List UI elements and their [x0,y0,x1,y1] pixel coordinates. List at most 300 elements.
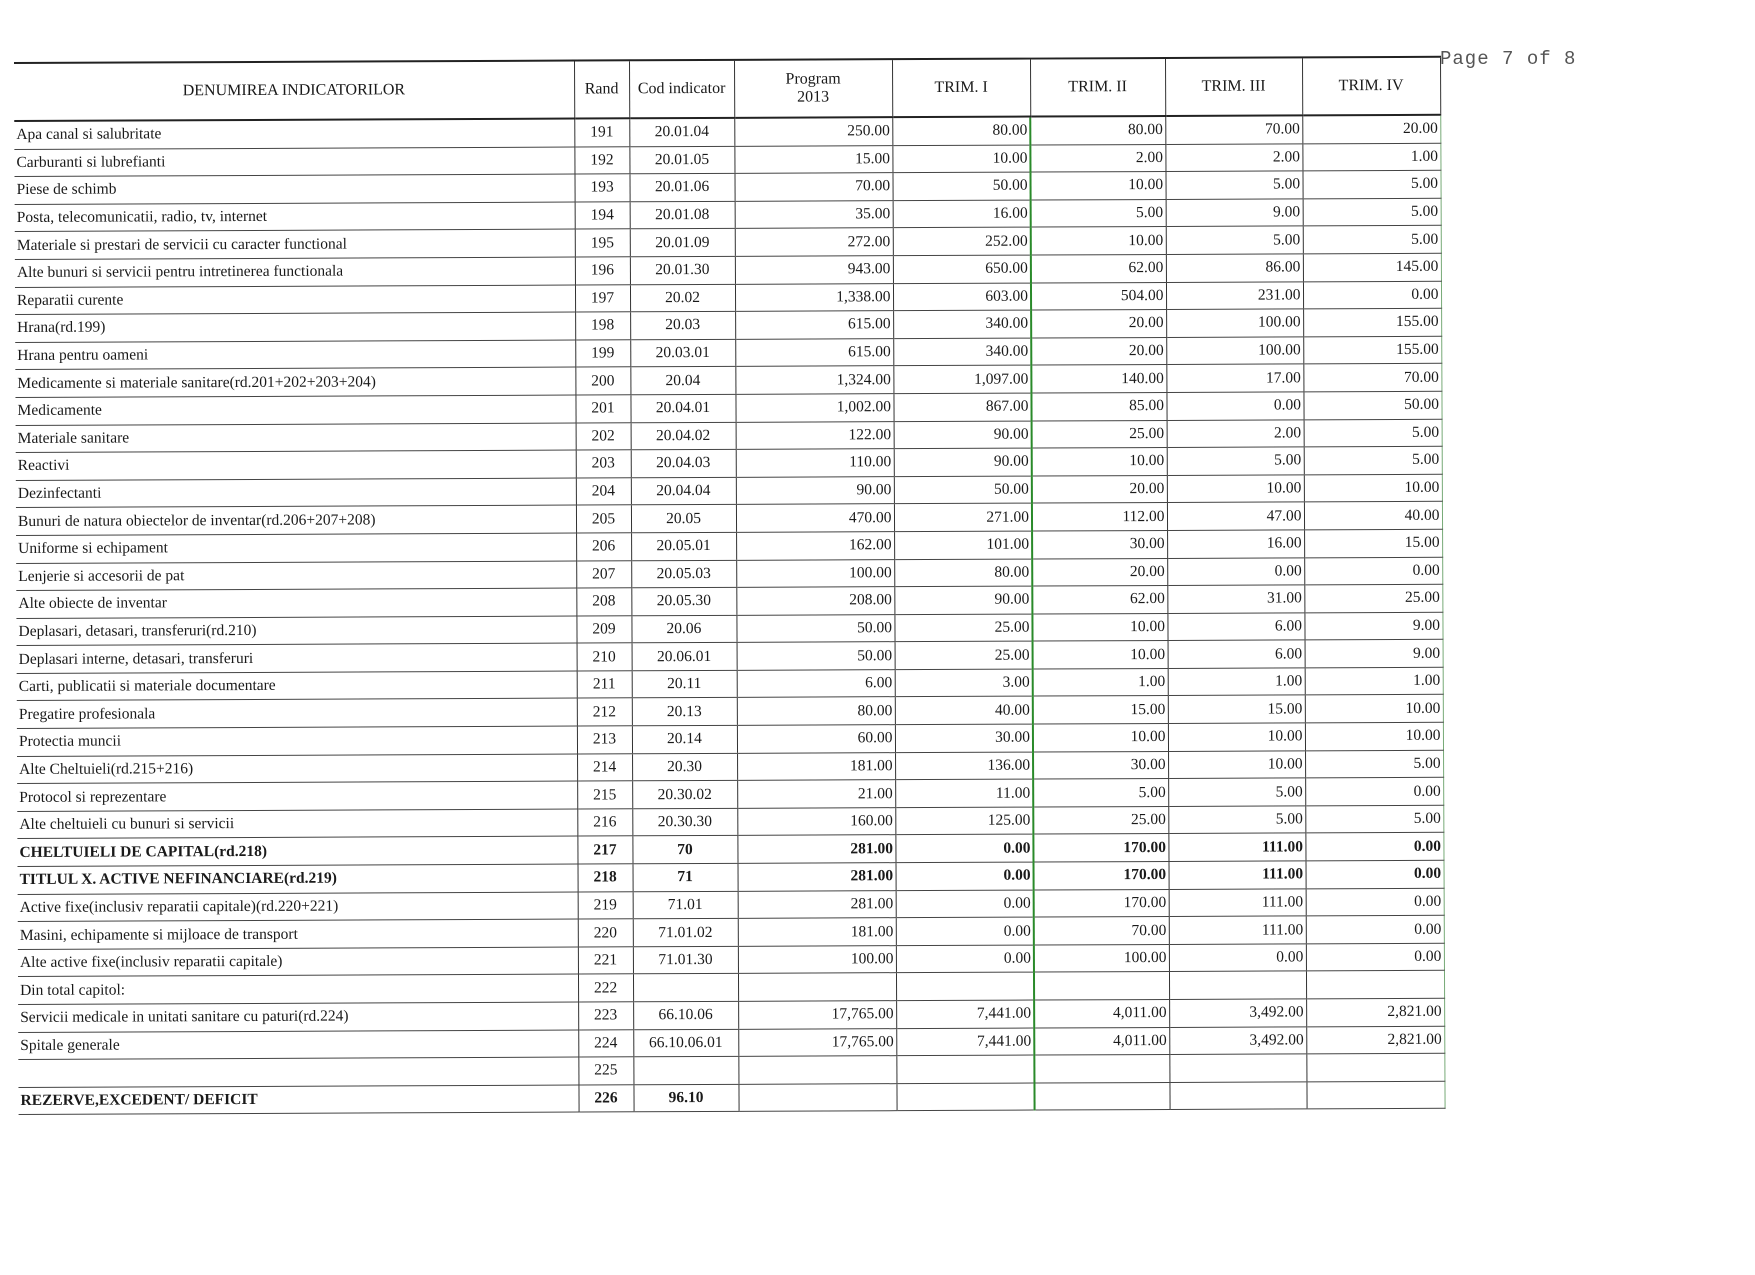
cell-trim3: 111.00 [1168,833,1305,861]
cell-trim1: 80.00 [892,117,1030,146]
row-spacer [1440,114,1614,143]
cell-cod-indicator [633,1057,738,1085]
cell-trim4: 20.00 [1302,115,1440,144]
cell-trim3: 111.00 [1169,888,1306,916]
row-spacer [1441,363,1615,391]
row-spacer [1443,694,1617,722]
cell-trim1: 90.00 [894,421,1032,449]
cell-cod-indicator: 20.30 [632,753,737,781]
header-program-line1: Program [785,70,841,88]
cell-cod-indicator: 71 [633,863,738,891]
cell-trim4: 2,821.00 [1306,998,1444,1026]
cell-trim4: 5.00 [1305,805,1443,833]
cell-cod-indicator: 96.10 [633,1084,738,1112]
cell-trim1: 11.00 [895,779,1033,807]
cell-program-2013: 122.00 [736,421,894,449]
cell-indicator-name: Dezinfectanti [16,478,576,508]
cell-trim4: 5.00 [1303,198,1441,226]
cell-indicator-name: Hrana(rd.199) [15,312,575,342]
cell-trim1: 603.00 [893,283,1031,311]
row-spacer [1443,722,1617,750]
cell-trim1: 80.00 [894,559,1032,587]
cell-indicator-name: Reparatii curente [15,285,575,315]
row-spacer [1444,942,1618,970]
page-number-label: Page 7 of 8 [1440,48,1577,70]
cell-trim4: 0.00 [1305,778,1443,806]
header-name: DENUMIREA INDICATORILOR [14,61,574,121]
cell-trim2: 10.00 [1031,227,1166,255]
cell-program-2013: 17,765.00 [738,1001,896,1029]
cell-program-2013: 35.00 [735,200,893,228]
cell-program-2013: 160.00 [737,808,895,836]
cell-program-2013: 80.00 [737,697,895,725]
cell-trim3: 31.00 [1167,585,1304,613]
cell-trim4: 1.00 [1305,667,1443,695]
row-spacer [1441,308,1615,336]
cell-indicator-name: Piese de schimb [15,174,575,204]
cell-trim2: 140.00 [1031,365,1166,393]
cell-program-2013: 21.00 [737,780,895,808]
cell-trim1: 30.00 [895,724,1033,752]
row-spacer [1440,142,1614,170]
cell-trim4: 155.00 [1303,308,1441,336]
cell-cod-indicator: 20.05.30 [631,587,736,615]
cell-cod-indicator: 20.03 [630,312,735,340]
cell-trim3 [1169,971,1306,999]
cell-rand: 205 [576,505,631,533]
cell-trim1: 340.00 [893,338,1031,366]
cell-trim2: 10.00 [1032,448,1167,476]
cell-program-2013: 281.00 [737,835,895,863]
cell-cod-indicator: 71.01.02 [633,919,738,947]
cell-program-2013: 208.00 [736,587,894,615]
cell-program-2013: 1,338.00 [735,283,893,311]
cell-indicator-name: Pregatire profesionala [17,699,577,729]
cell-trim3: 3,492.00 [1169,999,1306,1027]
cell-trim4: 0.00 [1305,833,1443,861]
cell-program-2013: 1,324.00 [735,366,893,394]
cell-trim3: 5.00 [1166,226,1303,254]
row-spacer [1443,860,1617,888]
header-cod: Cod indicator [629,60,734,118]
cell-trim2: 100.00 [1034,944,1169,972]
cell-trim4 [1306,971,1444,999]
cell-trim3: 2.00 [1167,419,1304,447]
cell-rand: 201 [575,395,630,423]
cell-trim4: 0.00 [1304,557,1442,585]
row-spacer [1441,225,1615,253]
cell-cod-indicator: 71.01 [633,891,738,919]
cell-program-2013: 100.00 [736,559,894,587]
cell-indicator-name: Carti, publicatii si materiale documentare [17,671,577,701]
cell-trim2: 20.00 [1031,310,1166,338]
cell-rand: 220 [578,919,633,947]
cell-trim3: 6.00 [1167,613,1304,641]
row-spacer [1441,252,1615,280]
cell-rand: 199 [575,340,630,368]
cell-trim3: 17.00 [1166,364,1303,392]
cell-trim4: 10.00 [1305,722,1443,750]
table-row [18,1080,1618,1115]
cell-indicator-name: CHELTUIELI DE CAPITAL(rd.218) [17,836,577,866]
cell-cod-indicator: 66.10.06 [633,1001,738,1029]
row-spacer [1444,998,1618,1026]
cell-rand: 198 [575,312,630,340]
cell-rand: 202 [576,422,631,450]
cell-indicator-name: Bunuri de natura obiectelor de inventar(rd.206+207+208) [16,505,576,535]
row-spacer [1444,1053,1618,1081]
cell-trim1: 25.00 [895,641,1033,669]
cell-program-2013: 90.00 [736,476,894,504]
budget-table [14,55,1619,1115]
cell-rand: 226 [578,1085,633,1113]
cell-cod-indicator: 20.03.01 [630,339,735,367]
cell-rand: 207 [576,560,631,588]
cell-trim1 [896,1083,1034,1111]
cell-trim3: 70.00 [1165,115,1302,144]
cell-indicator-name: Masini, echipamente si mijloace de transport [18,919,578,949]
cell-program-2013: 943.00 [735,256,893,284]
cell-trim2: 5.00 [1033,779,1168,807]
cell-trim4: 70.00 [1303,364,1441,392]
cell-rand: 221 [578,947,633,975]
cell-rand: 212 [577,698,632,726]
cell-indicator-name: Alte Cheltuieli(rd.215+216) [17,754,577,784]
cell-rand: 206 [576,533,631,561]
cell-cod-indicator: 20.04.04 [631,477,736,505]
cell-trim4 [1306,1053,1444,1081]
cell-cod-indicator [633,974,738,1002]
cell-trim2: 112.00 [1032,503,1167,531]
cell-indicator-name: Spitale generale [18,1030,578,1060]
cell-indicator-name: Alte active fixe(inclusiv reparatii capitale) [18,947,578,977]
cell-indicator-name: Medicamente si materiale sanitare(rd.201+202+203+204) [15,367,575,397]
cell-indicator-name [18,1057,578,1087]
cell-cod-indicator: 20.04.02 [631,422,736,450]
cell-trim2: 80.00 [1030,116,1165,145]
cell-trim3: 6.00 [1168,640,1305,668]
cell-program-2013: 1,002.00 [735,394,893,422]
row-spacer [1442,584,1616,612]
row-spacer [1443,777,1617,805]
cell-rand: 224 [578,1029,633,1057]
cell-trim2: 15.00 [1033,696,1168,724]
header-row [14,56,1614,121]
row-spacer [1444,887,1618,915]
cell-trim1 [896,1055,1034,1083]
row-spacer [1442,556,1616,584]
cell-trim4: 0.00 [1306,915,1444,943]
cell-cod-indicator: 20.14 [632,725,737,753]
cell-trim2: 5.00 [1031,199,1166,227]
cell-trim1: 125.00 [895,807,1033,835]
cell-program-2013: 181.00 [737,752,895,780]
cell-trim2: 20.00 [1032,475,1167,503]
row-spacer [1440,170,1614,198]
cell-rand: 208 [576,588,631,616]
cell-cod-indicator: 71.01.30 [633,946,738,974]
row-spacer [1443,749,1617,777]
cell-rand: 219 [578,891,633,919]
cell-indicator-name: Lenjerie si accesorii de pat [16,561,576,591]
cell-rand: 217 [577,836,632,864]
cell-rand: 211 [577,671,632,699]
cell-indicator-name: Posta, telecomunicatii, radio, tv, internet [15,202,575,232]
cell-rand: 225 [578,1057,633,1085]
cell-cod-indicator: 20.30.02 [632,781,737,809]
cell-trim4: 15.00 [1304,529,1442,557]
header-program-line2: 2013 [797,88,830,106]
cell-program-2013 [738,973,896,1001]
header-rand: Rand [574,60,629,118]
cell-program-2013 [738,1056,896,1084]
cell-trim3: 47.00 [1167,502,1304,530]
cell-trim3: 111.00 [1169,916,1306,944]
cell-trim2 [1034,972,1169,1000]
row-spacer [1444,1080,1618,1108]
cell-trim4: 10.00 [1305,695,1443,723]
cell-trim3: 5.00 [1168,778,1305,806]
cell-trim2: 62.00 [1031,254,1166,282]
cell-trim4: 0.00 [1303,281,1441,309]
cell-trim3: 15.00 [1168,695,1305,723]
cell-rand: 204 [576,478,631,506]
cell-trim1: 10.00 [892,145,1030,173]
cell-trim3: 1.00 [1168,668,1305,696]
cell-trim1: 0.00 [896,862,1034,890]
header-trim1: TRIM. I [892,59,1030,118]
cell-trim4: 0.00 [1305,860,1443,888]
cell-trim3: 86.00 [1166,254,1303,282]
cell-trim2: 85.00 [1031,392,1166,420]
cell-indicator-name: REZERVE,EXCEDENT/ DEFICIT [18,1085,578,1115]
cell-trim4: 2,821.00 [1306,1026,1444,1054]
cell-rand: 194 [575,202,630,230]
cell-cod-indicator: 20.04.03 [631,449,736,477]
cell-trim4: 50.00 [1303,391,1441,419]
cell-trim3: 0.00 [1166,392,1303,420]
cell-rand: 210 [577,643,632,671]
cell-trim2: 1.00 [1033,668,1168,696]
cell-indicator-name: Apa canal si salubritate [14,119,574,150]
cell-trim1: 50.00 [892,172,1030,200]
cell-trim1: 252.00 [893,227,1031,255]
cell-trim4: 5.00 [1302,170,1440,198]
cell-trim4: 5.00 [1303,226,1441,254]
cell-trim4: 0.00 [1306,943,1444,971]
cell-cod-indicator: 20.01.09 [630,229,735,257]
cell-trim4: 10.00 [1304,474,1442,502]
cell-trim1: 101.00 [894,531,1032,559]
cell-indicator-name: Alte cheltuieli cu bunuri si servicii [17,809,577,839]
cell-trim1: 0.00 [896,945,1034,973]
header-trim2: TRIM. II [1030,58,1165,117]
row-spacer [1443,832,1617,860]
cell-indicator-name: Hrana pentru oameni [15,340,575,370]
cell-trim4: 9.00 [1304,612,1442,640]
cell-indicator-name: Deplasari interne, detasari, transferuri [17,643,577,673]
cell-cod-indicator: 20.13 [632,698,737,726]
cell-program-2013: 615.00 [735,311,893,339]
cell-cod-indicator: 20.04.01 [630,394,735,422]
cell-trim3: 10.00 [1167,475,1304,503]
cell-trim3: 5.00 [1168,806,1305,834]
cell-trim1: 16.00 [893,200,1031,228]
cell-trim1: 650.00 [893,255,1031,283]
cell-cod-indicator: 20.01.06 [629,174,734,202]
cell-trim2: 170.00 [1034,862,1169,890]
header-trim4: TRIM. IV [1302,57,1440,116]
cell-trim4: 5.00 [1304,446,1442,474]
cell-rand: 214 [577,753,632,781]
cell-program-2013: 17,765.00 [738,1028,896,1056]
row-spacer [1442,473,1616,501]
row-spacer [1443,666,1617,694]
cell-rand: 193 [574,174,629,202]
cell-trim3: 100.00 [1166,337,1303,365]
cell-indicator-name: Uniforme si echipament [16,533,576,563]
cell-trim3: 111.00 [1168,861,1305,889]
cell-trim2: 25.00 [1033,806,1168,834]
cell-cod-indicator: 20.05 [631,505,736,533]
cell-trim1 [896,972,1034,1000]
cell-trim2: 70.00 [1034,917,1169,945]
cell-trim2: 20.00 [1031,337,1166,365]
cell-trim3: 5.00 [1167,447,1304,475]
cell-cod-indicator: 20.01.04 [629,118,734,147]
cell-indicator-name: Alte obiecte de inventar [16,588,576,618]
row-spacer [1442,501,1616,529]
cell-rand: 216 [577,809,632,837]
cell-cod-indicator: 20.06 [631,615,736,643]
cell-program-2013: 181.00 [738,918,896,946]
cell-program-2013: 50.00 [737,642,895,670]
cell-trim1: 340.00 [893,310,1031,338]
row-spacer [1441,335,1615,363]
cell-trim2: 4,011.00 [1034,999,1169,1027]
cell-program-2013: 272.00 [735,228,893,256]
cell-trim4: 5.00 [1304,419,1442,447]
cell-trim1: 90.00 [894,448,1032,476]
cell-trim1: 136.00 [895,752,1033,780]
cell-program-2013: 281.00 [738,863,896,891]
cell-trim3: 10.00 [1168,723,1305,751]
cell-trim3: 100.00 [1166,309,1303,337]
row-spacer [1443,804,1617,832]
cell-cod-indicator: 20.02 [630,284,735,312]
cell-cod-indicator: 20.01.30 [630,256,735,284]
cell-trim1: 40.00 [895,697,1033,725]
header-program [734,59,892,118]
cell-rand: 222 [578,974,633,1002]
cell-trim2: 504.00 [1031,282,1166,310]
cell-rand: 223 [578,1002,633,1030]
header-trim3: TRIM. III [1165,57,1302,116]
cell-trim2: 2.00 [1030,144,1165,172]
cell-cod-indicator: 20.11 [632,670,737,698]
cell-cod-indicator: 20.06.01 [632,643,737,671]
cell-trim2: 10.00 [1030,172,1165,200]
budget-sheet [14,55,1619,1115]
cell-rand: 200 [575,367,630,395]
cell-trim2: 25.00 [1032,420,1167,448]
cell-rand: 196 [575,257,630,285]
cell-trim2: 4,011.00 [1034,1027,1169,1055]
cell-cod-indicator: 66.10.06.01 [633,1029,738,1057]
cell-trim1: 0.00 [896,917,1034,945]
cell-trim1: 271.00 [894,503,1032,531]
cell-trim3: 16.00 [1167,530,1304,558]
cell-trim1: 7,441.00 [896,1028,1034,1056]
row-spacer [1441,280,1615,308]
cell-indicator-name: Servicii medicale in unitati sanitare cu paturi(rd.224) [18,1002,578,1032]
cell-rand: 213 [577,726,632,754]
cell-trim3 [1169,1054,1306,1082]
cell-indicator-name: TITLUL X. ACTIVE NEFINANCIARE(rd.219) [18,864,578,894]
cell-trim4: 155.00 [1303,336,1441,364]
cell-rand: 191 [574,118,629,146]
cell-cod-indicator: 70 [632,836,737,864]
cell-trim1: 25.00 [894,614,1032,642]
cell-rand: 203 [576,450,631,478]
cell-cod-indicator: 20.05.01 [631,532,736,560]
header-spacer [1440,56,1614,115]
cell-program-2013: 250.00 [734,117,892,146]
row-spacer [1441,197,1615,225]
cell-rand: 218 [578,864,633,892]
cell-indicator-name: Alte bunuri si servicii pentru intretinerea functionala [15,257,575,287]
cell-indicator-name: Materiale sanitare [16,423,576,453]
cell-program-2013: 60.00 [737,725,895,753]
cell-rand: 195 [575,229,630,257]
cell-trim4: 25.00 [1304,584,1442,612]
cell-trim3 [1169,1082,1306,1110]
cell-indicator-name: Medicamente [15,395,575,425]
cell-cod-indicator: 20.04 [630,367,735,395]
cell-trim1: 0.00 [896,890,1034,918]
cell-rand: 215 [577,781,632,809]
cell-trim4: 9.00 [1305,640,1443,668]
cell-trim1: 7,441.00 [896,1000,1034,1028]
cell-trim1: 0.00 [895,834,1033,862]
cell-trim2: 10.00 [1033,641,1168,669]
cell-cod-indicator: 20.01.08 [630,201,735,229]
cell-trim2: 62.00 [1032,586,1167,614]
cell-indicator-name: Protectia muncii [17,726,577,756]
row-spacer [1441,390,1615,418]
cell-indicator-name: Protocol si reprezentare [17,781,577,811]
cell-trim2 [1034,1082,1169,1110]
cell-program-2013: 6.00 [737,670,895,698]
cell-trim3: 0.00 [1167,557,1304,585]
cell-trim2: 10.00 [1032,613,1167,641]
cell-trim2: 10.00 [1033,724,1168,752]
cell-program-2013: 70.00 [734,173,892,201]
cell-indicator-name: Deplasari, detasari, transferuri(rd.210) [16,616,576,646]
row-spacer [1442,446,1616,474]
cell-program-2013: 15.00 [734,145,892,173]
cell-program-2013: 162.00 [736,532,894,560]
cell-rand: 197 [575,284,630,312]
cell-trim2: 170.00 [1034,889,1169,917]
cell-program-2013: 50.00 [736,614,894,642]
cell-indicator-name: Reactivi [16,450,576,480]
row-spacer [1444,915,1618,943]
cell-trim3: 5.00 [1165,171,1302,199]
cell-trim3: 2.00 [1165,143,1302,171]
row-spacer [1442,418,1616,446]
row-spacer [1442,611,1616,639]
